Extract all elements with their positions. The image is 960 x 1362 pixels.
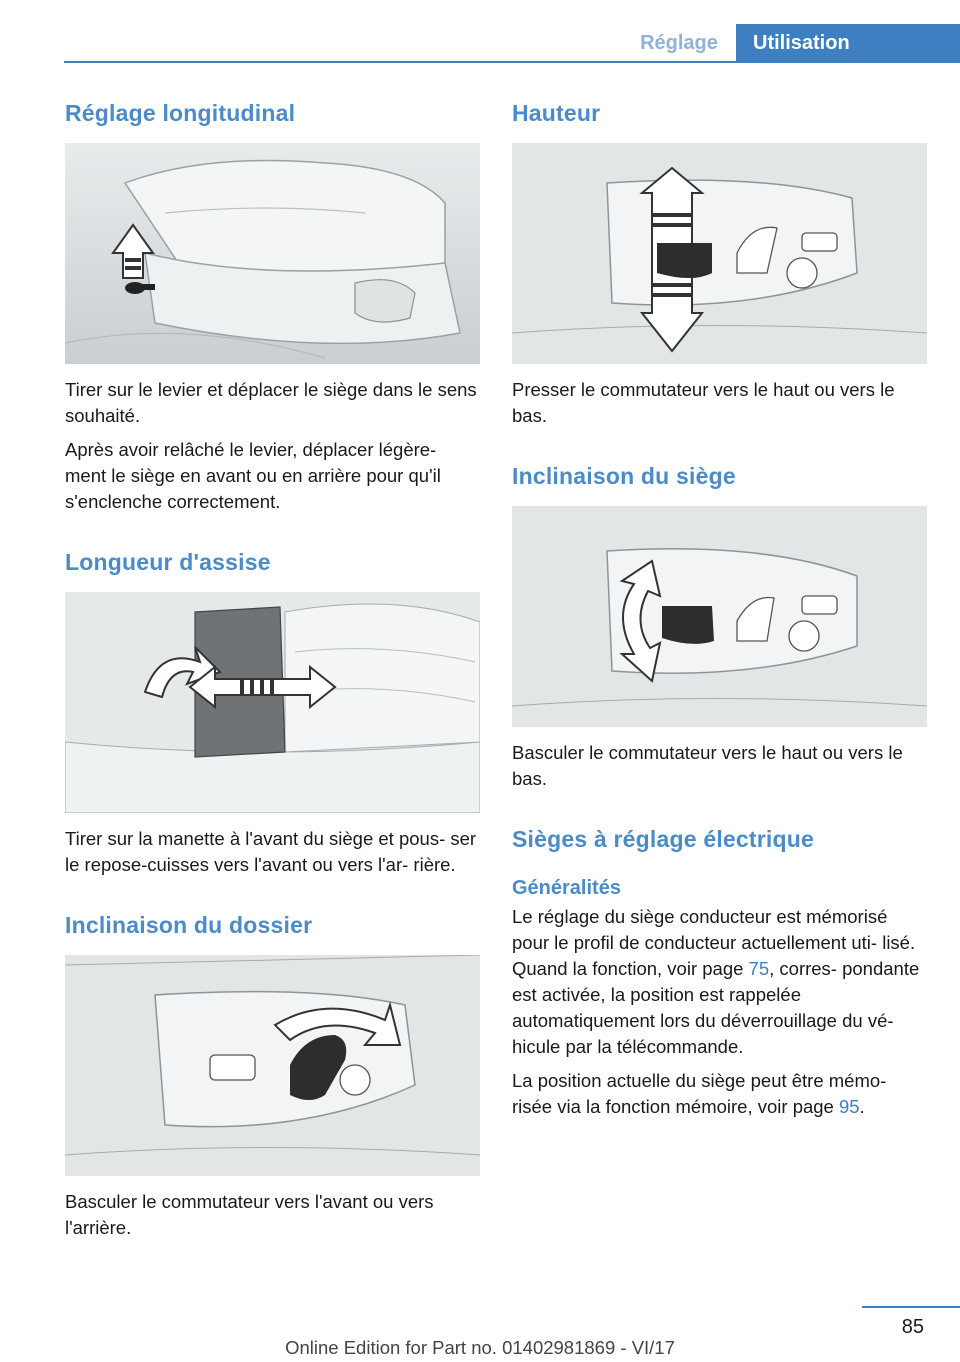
text-span: Le réglage du siège conducteur est mémorisé pour le profil de conducteur actuellement uti‐ lisé. Quand la fonction, voir page (512, 906, 916, 979)
header-rule (64, 61, 960, 63)
right-column (512, 100, 927, 1120)
figure-seat-tilt-switch (512, 506, 927, 727)
footer-edition: Online Edition for Part no. 01402981869 - VI/17 (285, 1337, 675, 1358)
figure-height-switch (512, 143, 927, 364)
left-column (65, 100, 480, 1241)
page-link-95[interactable]: 95 (838, 1096, 860, 1117)
tab-reglage[interactable]: Réglage (640, 32, 718, 54)
paragraph (512, 1068, 927, 1120)
figure-backrest-switch (65, 955, 480, 1176)
page-link-75[interactable]: 75 (748, 958, 770, 979)
section-title-longueur-assise: Longueur d'assise (65, 549, 271, 575)
paragraph (512, 904, 927, 1060)
figure-seat-longitudinal (65, 143, 480, 364)
section-title-inclinaison-siege: Inclinaison du siège (512, 463, 736, 489)
text-span: La position actuelle du siège peut être mémo‐ risée via la fonction mémoire, voir page (512, 1070, 887, 1117)
paragraph: Tirer sur le levier et déplacer le siège dans le sens souhaité. (65, 379, 477, 426)
paragraph: Presser le commutateur vers le haut ou vers le bas. (512, 379, 895, 426)
page-number-rule (862, 1306, 960, 1308)
paragraph: Après avoir relâché le levier, déplacer légère‐ ment le siège en avant ou en arrière pour qu'il s'enclenche correctement. (65, 439, 441, 512)
paragraph: Basculer le commutateur vers l'avant ou vers l'arrière. (65, 1191, 434, 1238)
paragraph: Basculer le commutateur vers le haut ou vers le bas. (512, 742, 903, 789)
section-title-inclinaison-dossier: Inclinaison du dossier (65, 912, 313, 938)
section-title-hauteur: Hauteur (512, 100, 601, 126)
text-span: . (859, 1096, 865, 1117)
page-number: 85 (901, 1316, 924, 1338)
subsection-title-generalites: Généralités (512, 877, 621, 899)
figure-seat-length (65, 592, 480, 813)
text-span: , corres‐ pondante est activée, la position est rappelée automatiquement lors du déverrouillage du vé‐ hicule par la télécommande. (512, 958, 920, 1057)
section-title-reglage-longitudinal: Réglage longitudinal (65, 100, 296, 126)
section-title-sieges-electriques: Sièges à réglage électrique (512, 826, 814, 852)
tab-utilisation[interactable]: Utilisation (736, 24, 960, 62)
paragraph: Tirer sur la manette à l'avant du siège et pous‐ ser le repose-cuisses vers l'avant ou vers l'ar‐ rière. (65, 828, 477, 875)
